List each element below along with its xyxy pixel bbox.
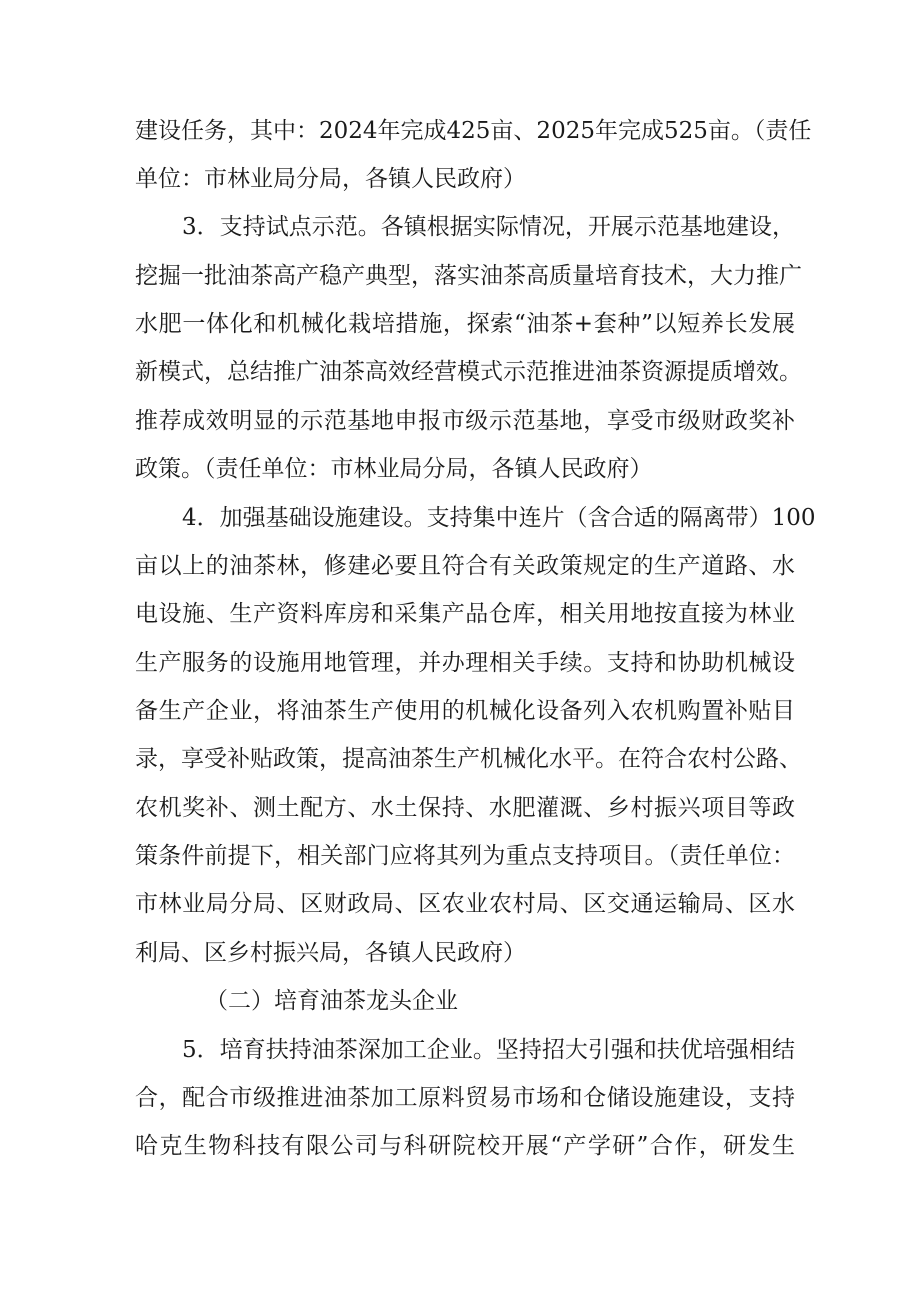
body-text-line: 建设任务，其中：2024年完成425亩、2025年完成525亩。（责任 — [135, 118, 812, 144]
body-text-line: 挖掘一批油茶高产稳产典型，落实油茶高质量培育技术，大力推广 — [135, 263, 802, 289]
body-text-line: 录，享受补贴政策，提高油茶生产机械化水平。在符合农村公路、 — [135, 746, 802, 772]
body-text-line: 备生产企业，将油茶生产使用的机械化设备列入农机购置补贴目 — [135, 698, 795, 724]
body-text-line: 生产服务的设施用地管理，并办理相关手续。支持和协助机械设 — [135, 650, 795, 676]
body-text-line: 电设施、生产资料库房和采集产品仓库，相关用地按直接为林业 — [135, 601, 795, 627]
body-text-line: 水肥一体化和机械化栽培措施，探索“油茶+套种”以短养长发展 — [135, 311, 795, 337]
body-text-line: 新模式，总结推广油茶高效经营模式示范推进油茶资源提质增效。 — [135, 359, 802, 385]
body-text-line: 利局、区乡村振兴局，各镇人民政府） — [135, 940, 526, 966]
body-text-line: 推荐成效明显的示范基地申报市级示范基地，享受市级财政奖补 — [135, 408, 795, 434]
body-text-line: 农机奖补、测土配方、水土保持、水肥灌溉、乡村振兴项目等政 — [135, 795, 795, 821]
body-text-line: 哈克生物科技有限公司与科研院校开展“产学研”合作，研发生 — [135, 1133, 795, 1159]
body-text-line: 合，配合市级推进油茶加工原料贸易市场和仓储设施建设，支持 — [135, 1085, 795, 1111]
body-text-line: 策条件前提下，相关部门应将其列为重点支持项目。（责任单位： — [135, 843, 795, 869]
body-text-line: 单位：市林业局分局，各镇人民政府） — [135, 166, 526, 192]
body-text-line: 亩以上的油茶林，修建必要且符合有关政策规定的生产道路、水 — [135, 553, 795, 579]
paragraph-3-start: 3．支持试点示范。各镇根据实际情况，开展示范基地建设， — [182, 214, 795, 240]
body-text-line: 政策。（责任单位：市林业局分局，各镇人民政府） — [135, 456, 653, 482]
body-text-line: 市林业局分局、区财政局、区农业农村局、区交通运输局、区水 — [135, 891, 795, 917]
section-heading: （二）培育油茶龙头企业 — [205, 988, 458, 1014]
paragraph-5-start: 5．培育扶持油茶深加工企业。坚持招大引强和扶优培强相结 — [182, 1037, 795, 1063]
paragraph-4-start: 4．加强基础设施建设。支持集中连片（含合适的隔离带）100 — [182, 505, 816, 531]
